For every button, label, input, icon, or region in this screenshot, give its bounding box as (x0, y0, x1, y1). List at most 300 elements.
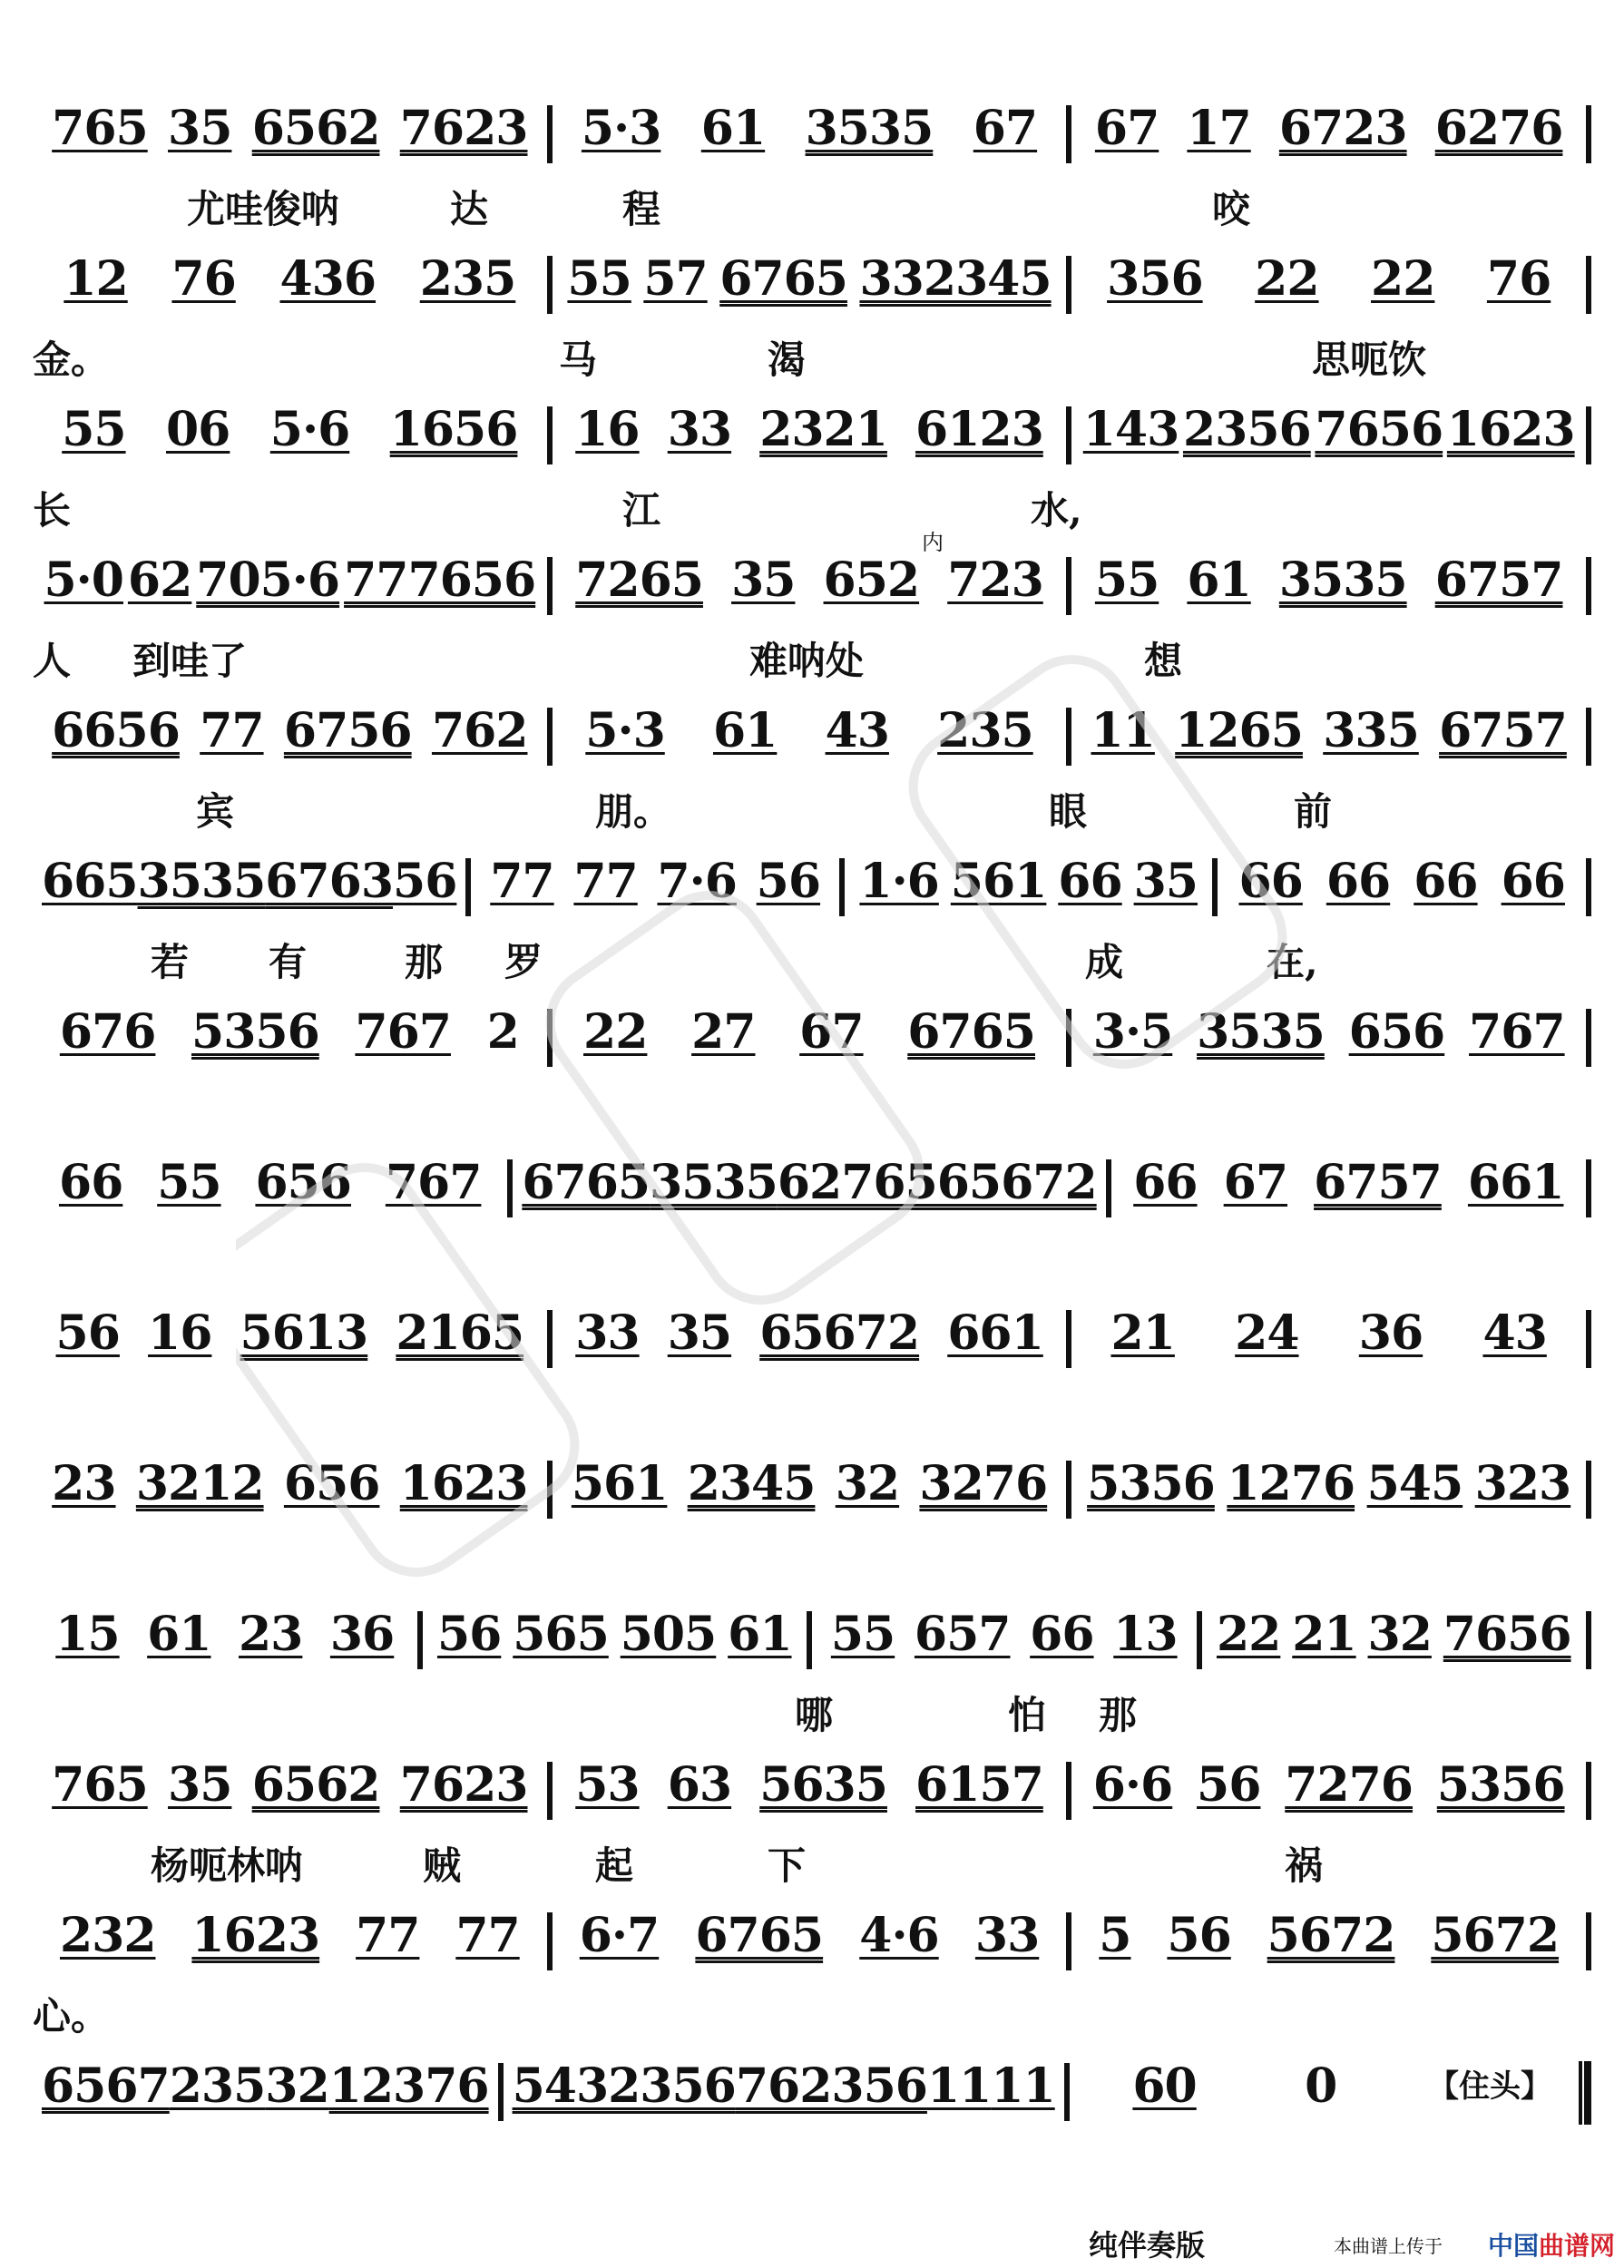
note-group: 661 (947, 1305, 1043, 1372)
note-group: 2356 (1183, 401, 1311, 468)
lyric-text: 江 (622, 488, 661, 533)
note-group: 55 (831, 1606, 895, 1673)
measure (33, 100, 547, 181)
note-group: 56 (393, 853, 456, 920)
footer-site-logo[interactable] (1488, 2226, 1615, 2263)
note-group: 723 (947, 552, 1043, 619)
note-group: 1265 (1175, 702, 1303, 769)
measure (1111, 1154, 1586, 1236)
note-group: 335 (1323, 702, 1419, 769)
notes-line (33, 2058, 1591, 2139)
note-group: 545 (1367, 1455, 1463, 1522)
note-group: 661 (1468, 1154, 1564, 1221)
note-group: 55 (567, 250, 631, 318)
measure (33, 1907, 547, 1989)
note-group: 777656 (344, 552, 535, 619)
measure (1071, 250, 1586, 332)
note-group: 235 (420, 250, 516, 318)
note-group: 767 (1469, 1003, 1565, 1070)
measure (33, 1305, 547, 1386)
note-group: 77 (200, 702, 263, 769)
measure (33, 1606, 417, 1687)
note-group: 5432356 (513, 2058, 736, 2125)
score-row (33, 2058, 1591, 2208)
note-group: 35 (731, 552, 795, 619)
note-group: 35 (668, 1305, 731, 1372)
note-group: 22 (1371, 250, 1434, 318)
note-group: 1623 (191, 1907, 319, 1974)
note-group: 35 (168, 1756, 231, 1823)
note-group: 35 (1134, 853, 1198, 920)
note-group: 56 (56, 1305, 120, 1372)
lyric-text: 思呃饮 (1312, 337, 1427, 382)
score-row (33, 1003, 1591, 1154)
note-group: 5635 (759, 1756, 887, 1823)
note-group: 6567 (42, 2058, 170, 2125)
note-group: 7656 (1315, 401, 1443, 468)
note-group: 2345 (688, 1455, 816, 1522)
lyrics-line (33, 337, 1591, 383)
note-group: 65672 (759, 1305, 919, 1372)
note-group: 3535 (1197, 1003, 1325, 1070)
note-group: 765 (52, 100, 148, 167)
note-group: 762356 (736, 2058, 927, 2125)
measure (33, 1756, 547, 1838)
score-row (33, 100, 1591, 250)
lyric-text: 马 (559, 337, 598, 382)
note-group: 1·6 (859, 853, 938, 920)
note-group: 23 (52, 1455, 115, 1522)
measure (1071, 1305, 1586, 1386)
note-group: 66 (1502, 853, 1565, 920)
note-group: 22 (1217, 1606, 1280, 1673)
note-group: 657 (915, 1606, 1011, 1673)
measure (1071, 1907, 1586, 1989)
note-group: 16 (575, 401, 639, 468)
notes-line (33, 1455, 1591, 1537)
note-group: 11 (927, 2058, 991, 2125)
measure (553, 1003, 1067, 1085)
note-group: 61 (147, 1606, 210, 1673)
note-group: 6656 (52, 702, 180, 769)
note-group: 5·3 (582, 100, 660, 167)
note-group: 7265 (575, 552, 703, 619)
footer-upload-note: 本曲谱上传于 (1334, 2235, 1443, 2257)
note-group: 5·0 (44, 552, 122, 619)
lyric-text: 心。 (33, 1994, 110, 2038)
measure (553, 250, 1067, 332)
note-group: 6757 (1435, 552, 1563, 619)
score-row (33, 250, 1591, 401)
note-group: 6157 (915, 1756, 1043, 1823)
note-group: 3·5 (1093, 1003, 1172, 1070)
note-group: 656 (1349, 1003, 1445, 1070)
measure (1071, 1003, 1586, 1085)
measure (553, 100, 1067, 181)
barline (1586, 1009, 1591, 1067)
lyrics-line (33, 639, 1591, 684)
site-name-accent: 曲谱网 (1539, 2231, 1616, 2261)
note-group: 6562 (252, 100, 380, 167)
lyrics-line (33, 1090, 1591, 1136)
note-group: 6757 (1314, 1154, 1442, 1221)
notes-line (33, 1606, 1591, 1687)
note-group: 235 (937, 702, 1033, 769)
note-group: 66 (1030, 1606, 1093, 1673)
lyric-text: 怕 (1008, 1693, 1047, 1737)
note-group: 5 (1099, 1907, 1130, 1974)
lyric-text: 水, (1031, 488, 1082, 533)
lyrics-line (33, 1994, 1591, 2039)
lyric-text: 宾 (196, 789, 235, 834)
note-group: 5672 (1267, 1907, 1395, 1974)
note-group: 55 (62, 401, 125, 468)
lyric-text: 达 (450, 187, 489, 231)
note-group: 13 (1113, 1606, 1177, 1673)
note-group: 323 (1475, 1455, 1571, 1522)
score-row (33, 1455, 1591, 1606)
note-group: 561 (572, 1455, 668, 1522)
note-group: 61 (728, 1606, 791, 1673)
note-group: 762 (432, 702, 528, 769)
ending-tag: 【住头】 (1428, 2068, 1551, 2105)
lyrics-line (33, 2145, 1591, 2190)
score-row (33, 1756, 1591, 1907)
barline (1586, 1310, 1591, 1368)
lyrics-line (33, 1693, 1591, 1738)
note-group: 1623 (1447, 401, 1575, 468)
measure (33, 702, 547, 784)
measure (1071, 1455, 1586, 1537)
site-name-prefix: 中国 (1488, 2231, 1540, 2261)
note-group: 6756 (284, 702, 412, 769)
note-group: 565672 (905, 1154, 1097, 1221)
note-group: 6276 (778, 1154, 905, 1221)
score-row (33, 530, 1591, 702)
lyric-text: 哪 (795, 1693, 834, 1737)
measure (553, 1756, 1067, 1838)
barline (1586, 1611, 1591, 1669)
lyric-text: 金。 (33, 337, 110, 382)
lyrics-line (33, 187, 1591, 232)
notes-line (33, 1154, 1591, 1236)
note-group: 6723 (1279, 100, 1407, 167)
barline (1586, 1461, 1591, 1519)
measure (33, 250, 547, 332)
measure (33, 401, 547, 483)
note-group: 2165 (396, 1305, 523, 1372)
note-group: 56 (757, 853, 820, 920)
note-group: 676 (60, 1003, 156, 1070)
lyrics-line (33, 1241, 1591, 1286)
notes-line (33, 1756, 1591, 1838)
note-group: 356 (1107, 250, 1203, 318)
note-group: 6·6 (1093, 1756, 1172, 1823)
note-group: 1656 (390, 401, 518, 468)
note-group: 21 (1292, 1606, 1355, 1673)
notes-line (33, 853, 1591, 934)
lyric-text: 贼 (423, 1843, 462, 1888)
note-group: 561 (951, 853, 1047, 920)
note-group: 77 (455, 1907, 519, 1974)
note-group: 665 (42, 853, 138, 920)
barline (1586, 708, 1591, 766)
note-group: 2321 (759, 401, 887, 468)
note-group: 32 (265, 2058, 328, 2125)
note-group: 6276 (1435, 100, 1563, 167)
note-group: 5356 (191, 1003, 319, 1070)
note-group: 33 (975, 1907, 1039, 1974)
note-group: 7·6 (657, 853, 736, 920)
note-group: 6765 (907, 1003, 1035, 1070)
score-row (33, 1606, 1591, 1756)
note-group: 32 (1368, 1606, 1432, 1673)
measure (553, 401, 1067, 483)
note-group: 43 (1482, 1305, 1546, 1372)
note-group: 767 (355, 1003, 451, 1070)
note-group: 76 (1487, 250, 1551, 318)
measure (845, 853, 1213, 934)
note-group: 3535 (1279, 552, 1407, 619)
note-group: 67 (1095, 100, 1159, 167)
measure (471, 853, 839, 934)
note-group: 43 (826, 702, 889, 769)
note-group: 67 (973, 100, 1037, 167)
lyric-text: 那 (405, 940, 444, 984)
note-group: 765 (52, 1756, 148, 1823)
notes-line (33, 1003, 1591, 1085)
note-group: 656 (255, 1154, 351, 1221)
lyrics-line (33, 789, 1591, 835)
measure (553, 1305, 1067, 1386)
lyrics-line (33, 1542, 1591, 1588)
note-group: 76 (171, 250, 235, 318)
note-group: 33 (575, 1305, 639, 1372)
note-group: 21 (1110, 1305, 1174, 1372)
note-group: 6757 (1439, 702, 1567, 769)
lyric-text: 难呐处 (749, 639, 865, 683)
note-group: 2 (486, 1004, 520, 1060)
note-group: 235 (170, 2058, 266, 2125)
lyric-text: 想 (1144, 639, 1183, 683)
note-group: 6763 (265, 853, 393, 920)
note-group: 24 (1235, 1305, 1298, 1372)
note-group: 60 (1132, 2058, 1196, 2125)
note-group: 12 (64, 250, 127, 318)
lyric-text: 若 (151, 940, 190, 984)
note-group: 6765 (695, 1907, 823, 1974)
note-group: 5613 (240, 1305, 368, 1372)
note-group: 56 (1167, 1907, 1230, 1974)
notes-line (33, 1907, 1591, 1989)
note-group: 7656 (1443, 1606, 1571, 1673)
notes-line (33, 552, 1591, 633)
note-group: 61 (1187, 552, 1250, 619)
lyric-text: 起 (595, 1843, 634, 1888)
note-group: 53 (575, 1756, 639, 1823)
lyric-text: 到哇了 (132, 639, 248, 683)
notes-line (33, 250, 1591, 332)
final-barline (1579, 2061, 1591, 2125)
note-group: 656 (284, 1455, 380, 1522)
note-group: 36 (1359, 1305, 1423, 1372)
notes-line (33, 100, 1591, 181)
measure (423, 1606, 807, 1687)
lyric-text: 渴 (768, 337, 807, 382)
barline (1586, 105, 1591, 163)
note-group: 27 (691, 1003, 755, 1070)
note-group: 5356 (1087, 1455, 1215, 1522)
footer-title: 纯伴奏版 (1089, 2228, 1206, 2263)
lyric-text: 那 (1099, 1693, 1138, 1737)
note-group: 17 (1187, 100, 1250, 167)
note-group: 67 (1224, 1154, 1287, 1221)
lyric-text: 下 (768, 1843, 807, 1888)
notes-line (33, 1305, 1591, 1386)
measure (33, 853, 465, 934)
note-group: 767 (386, 1154, 482, 1221)
barline (1586, 1912, 1591, 1970)
note-group: 6765 (719, 250, 847, 318)
note-group: 7276 (1285, 1756, 1413, 1823)
performance-mark: 内 (922, 530, 944, 555)
note-group: 3276 (919, 1455, 1047, 1522)
score-row (33, 702, 1591, 853)
note-group: 0 (1305, 2058, 1338, 2114)
note-group: 11 (991, 2058, 1054, 2125)
score-row (33, 1154, 1591, 1305)
score-row (33, 401, 1591, 552)
note-group: 22 (583, 1003, 647, 1070)
note-group: 56 (437, 1606, 501, 1673)
lyric-text: 长 (33, 488, 72, 533)
lyric-text: 祸 (1285, 1843, 1324, 1888)
barline (1586, 557, 1591, 615)
note-group: 66 (1133, 1154, 1197, 1221)
note-group: 232 (60, 1907, 156, 1974)
note-group: 66 (1326, 853, 1390, 920)
measure (513, 1154, 1105, 1236)
barline (1586, 406, 1591, 464)
note-group: 5·3 (585, 702, 664, 769)
note-group: 705·6 (196, 552, 339, 619)
note-group: 3535 (138, 853, 266, 920)
note-group: 23 (239, 1606, 302, 1673)
lyrics-line (33, 488, 1591, 533)
lyric-text: 咬 (1212, 187, 1251, 231)
note-group: 61 (701, 100, 765, 167)
barline (1586, 256, 1591, 314)
lyric-text: 在, (1267, 940, 1318, 984)
note-group: 652 (824, 552, 920, 619)
note-group: 505 (621, 1606, 717, 1673)
measure (1071, 702, 1586, 784)
barline (1586, 858, 1591, 916)
note-group: 35 (168, 100, 231, 167)
barline (1586, 1159, 1591, 1217)
measure (553, 1907, 1067, 1989)
note-group: 77 (573, 853, 637, 920)
note-group: 5356 (1437, 1756, 1565, 1823)
measure (1071, 401, 1586, 483)
note-group: 12376 (329, 2058, 489, 2125)
note-group: 6765 (522, 1154, 650, 1221)
note-group: 4·6 (859, 1907, 938, 1974)
notes-line (33, 702, 1591, 784)
lyrics-line (33, 940, 1591, 985)
lyric-text: 前 (1294, 789, 1333, 834)
lyric-text: 有 (269, 940, 308, 984)
measure (553, 552, 1067, 633)
measure (33, 1154, 507, 1236)
note-group: 1276 (1227, 1455, 1355, 1522)
lyric-text: 程 (622, 187, 661, 231)
measure (33, 1003, 547, 1085)
note-group: 55 (157, 1154, 220, 1221)
note-group: 6123 (915, 401, 1043, 468)
note-group: 06 (166, 401, 230, 468)
note-group: 7623 (400, 1756, 528, 1823)
lyric-text: 眼 (1049, 789, 1088, 834)
lyric-text: 尤哇俊呐 (187, 187, 340, 231)
measure (812, 1606, 1197, 1687)
note-group: 36 (330, 1606, 394, 1673)
note-group: 66 (1414, 853, 1477, 920)
note-group: 436 (280, 250, 377, 318)
measure (33, 1455, 547, 1537)
barline (1586, 1762, 1591, 1820)
measure (1070, 2058, 1401, 2139)
note-group: 3535 (650, 1154, 778, 1221)
note-group: 6·7 (580, 1907, 659, 1974)
note-group: 5·6 (270, 401, 349, 468)
note-group: 11 (1091, 702, 1155, 769)
note-group: 67 (799, 1003, 863, 1070)
note-group: 7623 (400, 100, 528, 167)
score (33, 100, 1591, 2208)
measure (1202, 1606, 1587, 1687)
measure (1071, 100, 1586, 181)
note-group: 77 (356, 1907, 419, 1974)
measure (1071, 1756, 1586, 1838)
note-group: 22 (1255, 250, 1318, 318)
lyric-text: 朋。 (595, 789, 672, 834)
note-group: 6562 (252, 1756, 380, 1823)
note-group: 3535 (806, 100, 934, 167)
note-group: 332345 (859, 250, 1051, 318)
lyric-text: 罗 (504, 940, 543, 984)
lyric-text: 人 (33, 639, 72, 683)
measure (504, 2058, 1064, 2139)
lyrics-line (33, 1843, 1591, 1889)
note-group: 33 (668, 401, 731, 468)
note-group: 32 (836, 1455, 899, 1522)
measure (553, 1455, 1067, 1537)
note-group: 77 (490, 853, 553, 920)
note-group: 5672 (1431, 1907, 1559, 1974)
measure (33, 552, 547, 633)
measure (553, 702, 1067, 784)
note-group: 63 (668, 1756, 731, 1823)
note-group: 143 (1083, 401, 1179, 468)
note-group: 61 (713, 702, 777, 769)
lyric-text: 成 (1085, 940, 1124, 984)
measure (1071, 552, 1586, 633)
note-group: 15 (55, 1606, 119, 1673)
note-group: 66 (59, 1154, 122, 1221)
note-group: 56 (1197, 1756, 1260, 1823)
lyric-text: 杨呃林呐 (151, 1843, 304, 1888)
